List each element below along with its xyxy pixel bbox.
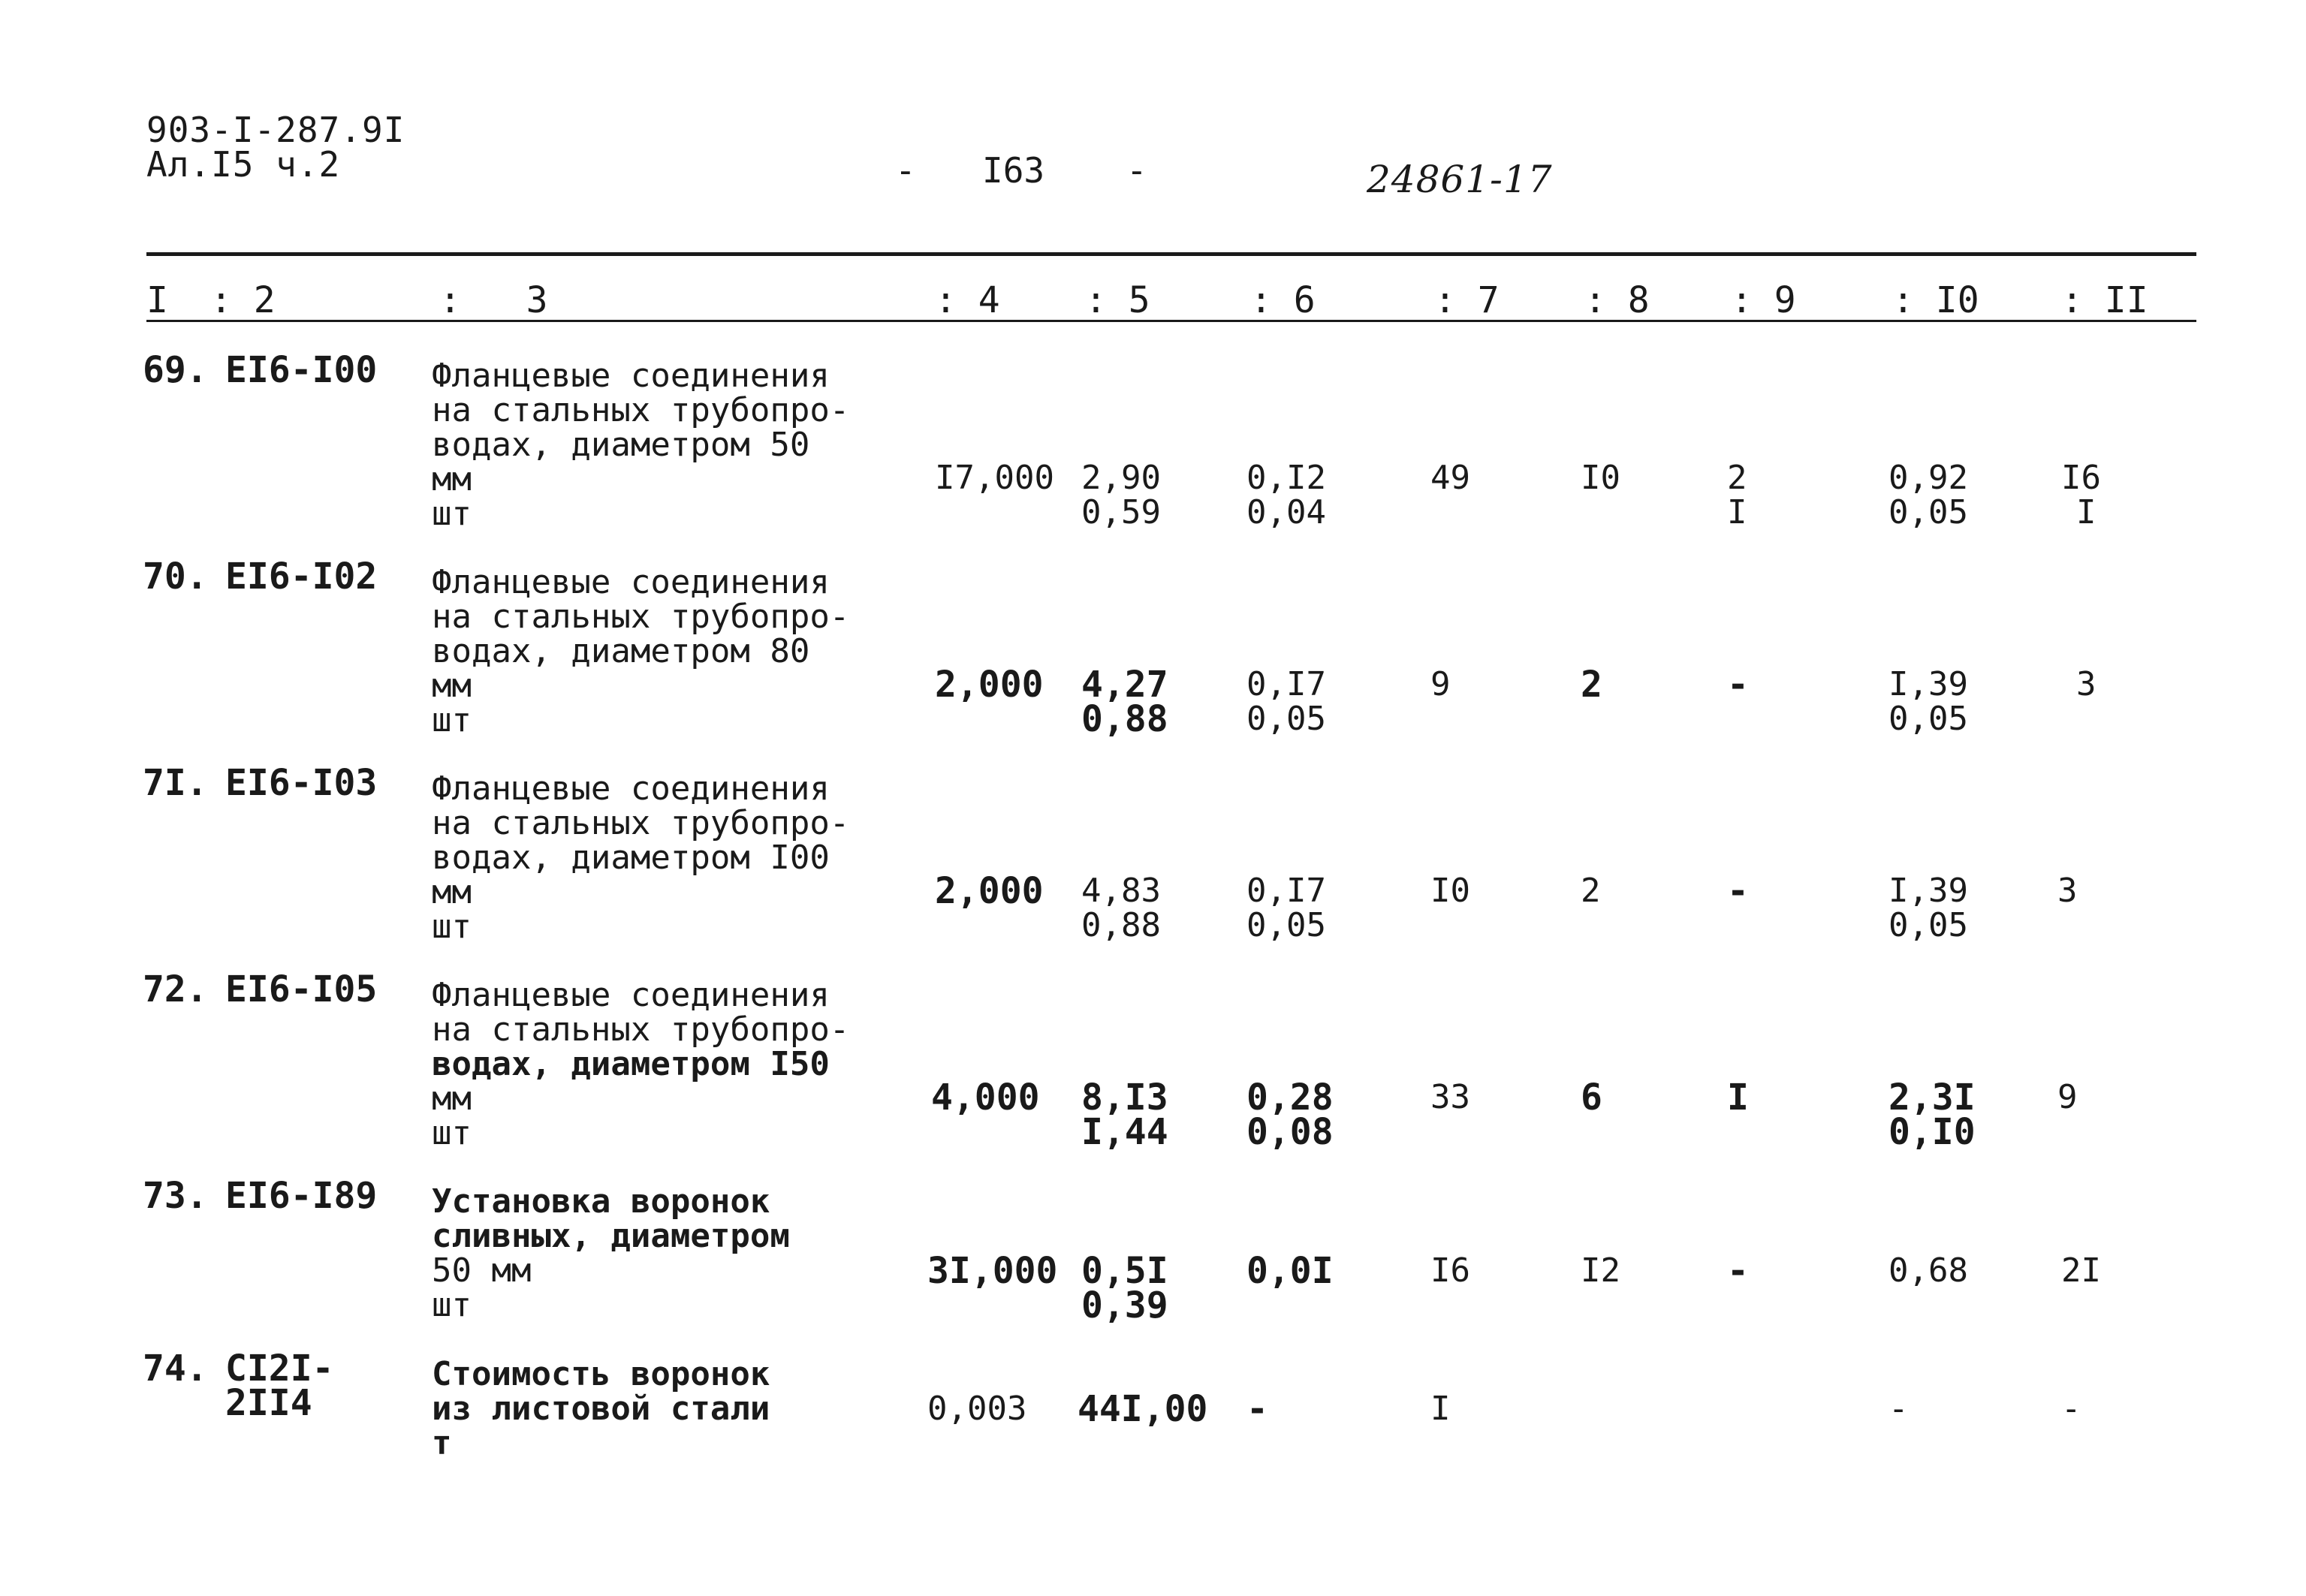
row-code-cont: 2II4 <box>225 1382 312 1424</box>
col11-value-top: 3 <box>2076 665 2097 703</box>
row-desc-line: на стальных трубопро- <box>432 1010 850 1049</box>
document-code: 903-I-287.9I <box>146 110 405 150</box>
row-desc-line: Стоимость воронок <box>432 1355 770 1393</box>
top-rule <box>146 252 2196 256</box>
col8-value: I0 <box>1581 459 1620 497</box>
col5-value-bottom: 0,59 <box>1081 493 1161 531</box>
col4-value: 2,000 <box>935 664 1044 706</box>
col5-value-bottom: 0,39 <box>1081 1284 1168 1326</box>
col5-value-top: 44I,00 <box>1078 1388 1208 1430</box>
col6-value-bottom: 0,05 <box>1246 700 1326 738</box>
row-desc-line: мм <box>432 873 472 911</box>
col9-value-top: - <box>1727 870 1749 912</box>
col8-value: I2 <box>1581 1251 1620 1290</box>
col-7-heading: : 7 <box>1434 279 1500 321</box>
col8-value: 2 <box>1581 872 1601 910</box>
col7-value: 9 <box>1430 665 1451 703</box>
row-code: EI6-I89 <box>225 1175 378 1217</box>
row-desc-line: 50 мм <box>432 1251 532 1290</box>
col10-value-top: 2,3I <box>1889 1077 1976 1119</box>
col-9-heading: : 9 <box>1731 279 1796 321</box>
page-dash-right: - <box>1126 150 1147 191</box>
col4-value: 2,000 <box>935 870 1044 912</box>
page-dash-left: - <box>895 150 916 191</box>
col-11-heading: : II <box>2061 279 2148 321</box>
col4-value: I7,000 <box>935 459 1054 497</box>
row-code: EI6-I05 <box>225 968 378 1010</box>
col6-value-bottom: 0,08 <box>1246 1111 1334 1153</box>
col-2-heading: : 2 <box>210 279 276 321</box>
col6-value-top: 0,I7 <box>1246 665 1326 703</box>
row-desc-line: водах, диаметром I00 <box>432 839 830 877</box>
page-number: I63 <box>982 150 1045 191</box>
row-desc-line: Фланцевые соединения <box>432 357 830 395</box>
col5-value-bottom: 0,88 <box>1081 906 1161 944</box>
col10-value-top: I,39 <box>1889 872 1968 910</box>
col5-value-top: 8,I3 <box>1081 1077 1168 1119</box>
col5-value-bottom: I,44 <box>1081 1111 1168 1153</box>
row-desc-line: шт <box>432 1114 472 1152</box>
col8-value: 6 <box>1581 1077 1602 1119</box>
col6-value-bottom: 0,04 <box>1246 493 1326 531</box>
col9-value-bottom: I <box>1727 493 1747 531</box>
col6-value-top: - <box>1246 1388 1268 1430</box>
col10-value-bottom: 0,05 <box>1889 906 1968 944</box>
col10-value-top: 0,92 <box>1889 459 1968 497</box>
col10-value-bottom: 0,05 <box>1889 493 1968 531</box>
col6-value-bottom: 0,05 <box>1246 906 1326 944</box>
col11-value-top: I6 <box>2061 459 2101 497</box>
row-index: 69. <box>143 349 208 391</box>
row-code: EI6-I03 <box>225 762 378 804</box>
col10-value-bottom: 0,I0 <box>1889 1111 1976 1153</box>
col4-value: 3I,000 <box>927 1250 1058 1292</box>
col6-value-top: 0,28 <box>1246 1077 1334 1119</box>
col-1-heading: I <box>146 279 168 321</box>
col5-value-top: 4,27 <box>1081 664 1168 706</box>
col10-value-top: - <box>1889 1390 1909 1428</box>
col7-value: I <box>1430 1390 1451 1428</box>
col5-value-top: 0,5I <box>1081 1250 1168 1292</box>
row-desc-line: мм <box>432 460 472 498</box>
col-6-heading: : 6 <box>1250 279 1316 321</box>
row-desc-line: шт <box>432 908 472 946</box>
col6-value-top: 0,I2 <box>1246 459 1326 497</box>
col11-value-top: 2I <box>2061 1251 2101 1290</box>
col7-value: I0 <box>1430 872 1470 910</box>
row-index: 72. <box>143 968 208 1010</box>
handwritten-number: 24861-17 <box>1367 158 1553 201</box>
row-desc-line: водах, диаметром 50 <box>432 426 810 464</box>
row-desc-line: т <box>432 1424 452 1462</box>
col10-value-top: 0,68 <box>1889 1251 1968 1290</box>
sheet-label: Ал.I5 ч.2 <box>146 144 341 185</box>
row-desc-line: на стальных трубопро- <box>432 598 850 636</box>
row-desc-line: Фланцевые соединения <box>432 563 830 601</box>
col4-value: 4,000 <box>931 1077 1040 1119</box>
col7-value: I6 <box>1430 1251 1470 1290</box>
col11-value-top: - <box>2061 1390 2081 1428</box>
row-desc-line: сливных, диаметром <box>432 1217 790 1255</box>
row-index: 73. <box>143 1175 208 1217</box>
row-desc-line: Фланцевые соединения <box>432 976 830 1014</box>
col6-value-top: 0,0I <box>1246 1250 1334 1292</box>
col6-value-top: 0,I7 <box>1246 872 1326 910</box>
row-desc-line: мм <box>432 1080 472 1118</box>
col5-value-top: 4,83 <box>1081 872 1161 910</box>
row-index: 74. <box>143 1348 208 1390</box>
col5-value-bottom: 0,88 <box>1081 698 1168 740</box>
col9-value-top: - <box>1727 664 1749 706</box>
col9-value-top: I <box>1727 1077 1749 1119</box>
row-desc-line: на стальных трубопро- <box>432 391 850 429</box>
col-10-heading: : I0 <box>1892 279 1979 321</box>
row-desc-line: мм <box>432 667 472 705</box>
row-index: 7I. <box>143 762 208 804</box>
row-code: CI2I- <box>225 1348 334 1390</box>
col11-value-top: 3 <box>2057 872 2078 910</box>
row-desc-line: из листовой стали <box>432 1390 770 1428</box>
col7-value: 49 <box>1430 459 1470 497</box>
col5-value-top: 2,90 <box>1081 459 1161 497</box>
col8-value: 2 <box>1581 664 1602 706</box>
row-code: EI6-I02 <box>225 556 378 598</box>
col4-value: 0,003 <box>927 1390 1027 1428</box>
row-desc-line: на стальных трубопро- <box>432 804 850 842</box>
col10-value-top: I,39 <box>1889 665 1968 703</box>
col10-value-bottom: 0,05 <box>1889 700 1968 738</box>
col11-value-top: 9 <box>2057 1078 2078 1116</box>
row-desc-line: Фланцевые соединения <box>432 769 830 808</box>
row-desc-line: водах, диаметром 80 <box>432 632 810 670</box>
row-desc-line: Установка воронок <box>432 1182 770 1221</box>
col-3-heading: : 3 <box>439 279 548 321</box>
row-desc-line: водах, диаметром I50 <box>432 1045 830 1083</box>
col7-value: 33 <box>1430 1078 1470 1116</box>
row-index: 70. <box>143 556 208 598</box>
col-5-heading: : 5 <box>1085 279 1150 321</box>
col9-value-top: 2 <box>1727 459 1747 497</box>
row-desc-line: шт <box>432 495 472 533</box>
col9-value-top: - <box>1727 1250 1749 1292</box>
row-desc-line: шт <box>432 1286 472 1324</box>
row-desc-line: шт <box>432 701 472 739</box>
col-4-heading: : 4 <box>935 279 1000 321</box>
col11-value-bottom: I <box>2076 493 2097 531</box>
row-code: EI6-I00 <box>225 349 378 391</box>
col-8-heading: : 8 <box>1584 279 1650 321</box>
